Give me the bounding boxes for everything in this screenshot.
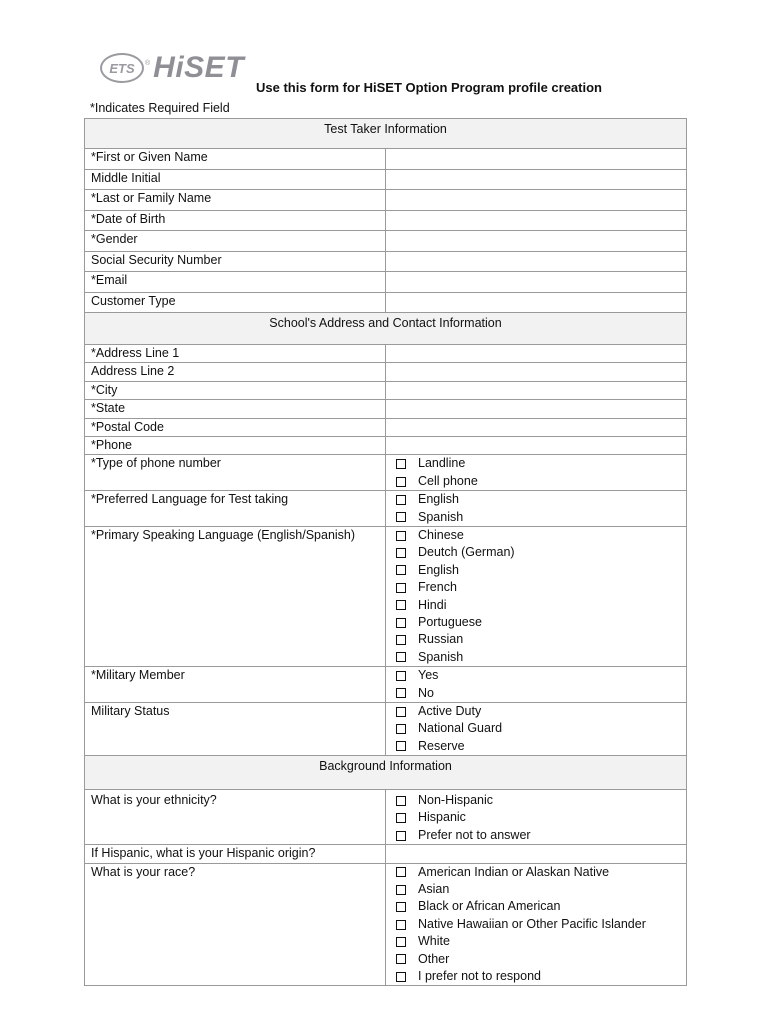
checkbox-icon[interactable]	[396, 954, 406, 964]
field-label: Middle Initial	[85, 169, 386, 190]
option-label: American Indian or Alaskan Native	[418, 864, 610, 879]
form-row	[85, 455, 687, 491]
checkbox-option[interactable]	[392, 738, 680, 755]
option-label: White	[418, 934, 450, 949]
option-label: I prefer not to respond	[418, 969, 541, 983]
first-name-input[interactable]	[386, 149, 687, 170]
form-row	[85, 437, 687, 455]
question-label: What is your race?	[85, 863, 386, 986]
checkbox-option[interactable]	[392, 792, 680, 809]
field-label: *First or Given Name	[85, 149, 386, 170]
city-input[interactable]	[386, 381, 687, 399]
checkbox-icon[interactable]	[396, 937, 406, 947]
state-input[interactable]	[386, 400, 687, 418]
option-label: Hispanic	[418, 810, 466, 825]
checkbox-option[interactable]	[392, 491, 680, 508]
checkbox-option[interactable]	[392, 916, 680, 933]
middle-initial-input[interactable]	[386, 169, 687, 190]
option-label: Deutch (German)	[418, 545, 515, 560]
checkbox-option[interactable]	[392, 809, 680, 826]
checkbox-icon[interactable]	[396, 741, 406, 751]
question-label: *Preferred Language for Test taking	[85, 491, 386, 527]
checkbox-option[interactable]	[392, 562, 680, 579]
customer-type-input[interactable]	[386, 292, 687, 313]
checkbox-option[interactable]	[392, 703, 680, 720]
form-row	[85, 345, 687, 363]
form-row	[85, 272, 687, 293]
checkbox-icon[interactable]	[396, 885, 406, 895]
option-label: Non-Hispanic	[418, 793, 494, 808]
military-status-options	[386, 702, 687, 755]
option-label: Chinese	[418, 528, 464, 542]
option-label: Landline	[418, 456, 466, 471]
checkbox-option[interactable]	[392, 881, 680, 898]
checkbox-option[interactable]	[392, 631, 680, 648]
checkbox-option[interactable]	[392, 951, 680, 968]
checkbox-option[interactable]	[392, 455, 680, 472]
gender-input[interactable]	[386, 231, 687, 252]
form-row	[85, 210, 687, 231]
profile-form-table	[84, 118, 687, 986]
form-row	[85, 418, 687, 436]
option-label: Yes	[418, 668, 439, 683]
checkbox-icon[interactable]	[396, 796, 406, 806]
form-row	[85, 527, 687, 667]
primary-language-options	[386, 527, 687, 667]
option-label: Prefer not to answer	[418, 827, 531, 842]
checkbox-option[interactable]	[392, 864, 680, 881]
military-member-options	[386, 667, 687, 703]
section-header-school: School's Address and Contact Information	[85, 313, 687, 345]
hiset-logo	[100, 48, 244, 88]
option-label: Other	[418, 951, 450, 966]
field-label: *Date of Birth	[85, 210, 386, 231]
checkbox-option[interactable]	[392, 649, 680, 666]
checkbox-icon[interactable]	[396, 831, 406, 841]
checkbox-option[interactable]	[392, 667, 680, 684]
checkbox-option[interactable]	[392, 720, 680, 737]
checkbox-option[interactable]	[392, 527, 680, 544]
form-title: Use this form for HiSET Option Program profile creation	[256, 80, 602, 95]
checkbox-icon[interactable]	[396, 652, 406, 662]
option-label: French	[418, 580, 457, 595]
option-label: Russian	[418, 632, 464, 647]
checkbox-option[interactable]	[392, 968, 680, 985]
checkbox-option[interactable]	[392, 827, 680, 844]
form-row	[85, 491, 687, 527]
checkbox-icon[interactable]	[396, 600, 406, 610]
field-label: *State	[85, 400, 386, 418]
hiset-wordmark: HiSET	[153, 51, 245, 84]
field-label: Address Line 2	[85, 363, 386, 381]
option-label: Active Duty	[418, 703, 482, 718]
checkbox-icon[interactable]	[396, 671, 406, 681]
checkbox-option[interactable]	[392, 509, 680, 526]
checkbox-icon[interactable]	[396, 512, 406, 522]
ethnicity-options	[386, 790, 687, 845]
question-label: *Type of phone number	[85, 455, 386, 491]
field-label: Customer Type	[85, 292, 386, 313]
form-row	[85, 863, 687, 986]
option-label: Reserve	[418, 738, 465, 753]
checkbox-option[interactable]	[392, 933, 680, 950]
option-label: Cell phone	[418, 473, 478, 488]
checkbox-option[interactable]	[392, 544, 680, 561]
form-row	[85, 381, 687, 399]
question-label: *Military Member	[85, 667, 386, 703]
option-label: No	[418, 685, 434, 700]
checkbox-option[interactable]	[392, 597, 680, 614]
email-input[interactable]	[386, 272, 687, 293]
option-label: Portuguese	[418, 614, 482, 629]
last-name-input[interactable]	[386, 190, 687, 211]
question-label: If Hispanic, what is your Hispanic origin?	[85, 845, 386, 863]
field-label: *Email	[85, 272, 386, 293]
checkbox-option[interactable]	[392, 685, 680, 702]
form-row	[85, 292, 687, 313]
checkbox-icon[interactable]	[396, 688, 406, 698]
form-row	[85, 251, 687, 272]
checkbox-icon[interactable]	[396, 707, 406, 717]
checkbox-option[interactable]	[392, 898, 680, 915]
checkbox-icon[interactable]	[396, 724, 406, 734]
address-line-1-input[interactable]	[386, 345, 687, 363]
form-row	[85, 702, 687, 755]
question-label: What is your ethnicity?	[85, 790, 386, 845]
checkbox-icon[interactable]	[396, 459, 406, 469]
checkbox-icon[interactable]	[396, 635, 406, 645]
date-of-birth-input[interactable]	[386, 210, 687, 231]
address-line-2-input[interactable]	[386, 363, 687, 381]
race-options	[386, 863, 687, 986]
option-label: Spanish	[418, 649, 464, 664]
field-label: *Postal Code	[85, 418, 386, 436]
form-row	[85, 190, 687, 211]
section-header-test-taker: Test Taker Information	[85, 119, 687, 149]
option-label: Black or African American	[418, 899, 561, 914]
checkbox-icon[interactable]	[396, 972, 406, 982]
form-row	[85, 790, 687, 845]
option-label: Hindi	[418, 597, 447, 612]
field-label: *Last or Family Name	[85, 190, 386, 211]
checkbox-icon[interactable]	[396, 495, 406, 505]
field-label: *City	[85, 381, 386, 399]
checkbox-icon[interactable]	[396, 548, 406, 558]
field-label: *Gender	[85, 231, 386, 252]
ets-logo-mark: ETS	[100, 53, 144, 83]
form-row	[85, 231, 687, 252]
question-label: *Primary Speaking Language (English/Spanish)	[85, 527, 386, 667]
field-label: Social Security Number	[85, 251, 386, 272]
section-header-background: Background Information	[85, 756, 687, 790]
option-label: English	[418, 492, 459, 507]
checkbox-option[interactable]	[392, 614, 680, 631]
required-field-note: *Indicates Required Field	[90, 101, 230, 115]
ssn-input[interactable]	[386, 251, 687, 272]
checkbox-icon[interactable]	[396, 920, 406, 930]
form-row	[85, 400, 687, 418]
postal-code-input[interactable]	[386, 418, 687, 436]
field-label: *Phone	[85, 437, 386, 455]
option-label: English	[418, 562, 459, 577]
field-label: *Address Line 1	[85, 345, 386, 363]
form-row	[85, 149, 687, 170]
checkbox-icon[interactable]	[396, 531, 406, 541]
test-language-options	[386, 491, 687, 527]
option-label: Asian	[418, 882, 450, 897]
checkbox-icon[interactable]	[396, 583, 406, 593]
form-row	[85, 845, 687, 863]
form-row	[85, 169, 687, 190]
checkbox-icon[interactable]	[396, 813, 406, 823]
form-row	[85, 667, 687, 703]
phone-type-options	[386, 455, 687, 491]
checkbox-icon[interactable]	[396, 618, 406, 628]
option-label: National Guard	[418, 721, 503, 736]
checkbox-icon[interactable]	[396, 565, 406, 575]
option-label: Spanish	[418, 509, 464, 524]
checkbox-option[interactable]	[392, 579, 680, 596]
form-row	[85, 363, 687, 381]
hispanic-origin-input[interactable]	[386, 845, 687, 863]
question-label: Military Status	[85, 702, 386, 755]
checkbox-icon[interactable]	[396, 902, 406, 912]
option-label: Native Hawaiian or Other Pacific Islander	[418, 916, 646, 931]
phone-input[interactable]	[386, 437, 687, 455]
checkbox-option[interactable]	[392, 473, 680, 490]
checkbox-icon[interactable]	[396, 477, 406, 487]
registered-mark: ®	[145, 59, 151, 67]
checkbox-icon[interactable]	[396, 867, 406, 877]
